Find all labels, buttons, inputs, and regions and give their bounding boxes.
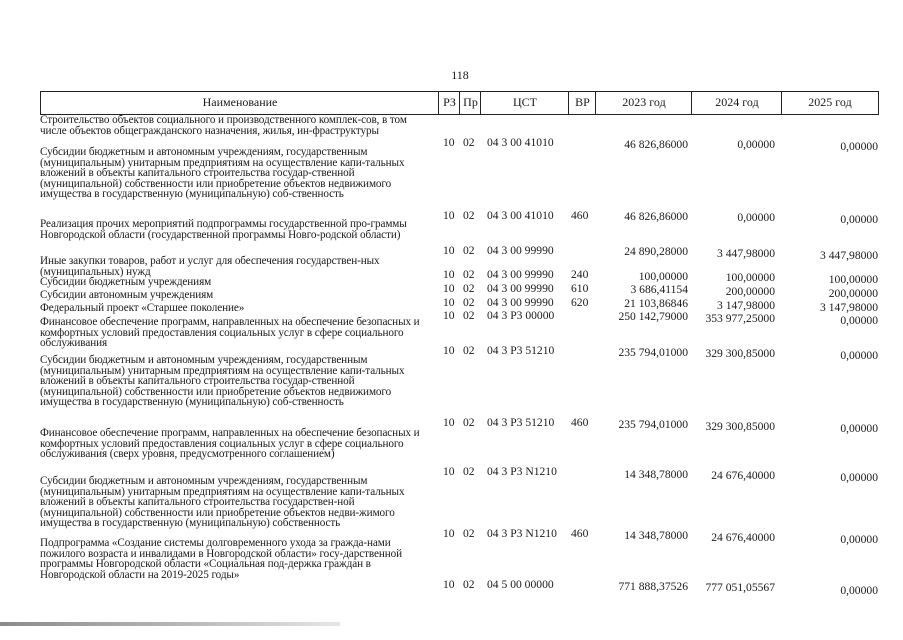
cell-pr: 02 [463, 136, 475, 149]
cell-2023: 21 103,86846 [624, 297, 688, 310]
cell-rz: 10 [443, 244, 455, 257]
row-description: Подпрограмма «Создание системы долговременного ухода за гражда-нами пожилого возраста и инвалидами в Новгородской области» госу-дарственной программы Новгородской области «Социальная под-держка граждан в Новгородской области на 2019-2025 годы» [40, 537, 403, 581]
cell-pr: 02 [463, 465, 475, 478]
cell-2024: 329 300,85000 [705, 347, 775, 360]
cell-2023: 14 348,78000 [624, 529, 688, 542]
cell-cst: 04 3 00 99990 [487, 282, 554, 295]
cell-2023: 3 686,41154 [630, 283, 688, 296]
row-description: Финансовое обеспечение программ, направленных на обеспечение безопасных и комфортных условий предоставления социальных услуг в сфере социального обслуживания (сверх уровня, предусмотренного соглашением) [40, 427, 420, 461]
header-name: Наименование [40, 92, 439, 114]
cell-2025: 0,00000 [840, 533, 878, 546]
header-2024: 2024 год [691, 92, 782, 114]
header-2025: 2025 год [781, 92, 879, 114]
cell-2023: 235 794,01000 [618, 418, 688, 431]
cell-2025: 100,00000 [828, 273, 878, 286]
cell-pr: 02 [463, 244, 475, 257]
cell-pr: 02 [463, 209, 475, 222]
cell-2024: 24 676,40000 [711, 469, 775, 482]
cell-2024: 329 300,85000 [705, 420, 775, 433]
cell-cst: 04 3 P3 51210 [487, 344, 555, 357]
cell-rz: 10 [443, 416, 455, 429]
cell-rz: 10 [443, 578, 455, 591]
row-description: Строительство объектов социального и производственного комплек-сов, в том числе объектов общегражданского назначения, жилья, ин-фраструктуры [40, 114, 407, 137]
cell-2023: 46 826,86000 [624, 138, 688, 151]
cell-cst: 04 3 00 99990 [487, 268, 554, 281]
row-description: Иные закупки товаров, работ и услуг для обеспечения государствен-ных (муниципальных) нужд [40, 255, 380, 278]
cell-2025: 0,00000 [840, 140, 878, 153]
cell-cst: 04 3 P3 N1210 [487, 527, 557, 540]
cell-cst: 04 3 00 41010 [487, 209, 554, 222]
row-description: Субсидии бюджетным и автономным учреждениям, государственным (муниципальным) унитарным предприятиям на осуществление капи-тальных вложений в объекты капитального строительства государ-ственной (муниципальной) собственности или приобретение объектов недвижимого имущества в государственную (муниципальную) соб-ственность [40, 146, 405, 201]
cell-2025: 0,00000 [840, 422, 878, 435]
cell-pr: 02 [463, 527, 475, 540]
cell-vr: 460 [571, 527, 589, 540]
cell-cst: 04 3 P3 N1210 [487, 465, 557, 478]
cell-2024: 0,00000 [737, 211, 775, 224]
row-description: Федеральный проект «Старшее поколение» [40, 302, 245, 314]
cell-2023: 100,00000 [638, 270, 688, 283]
cell-2024: 3 447,98000 [717, 247, 775, 260]
cell-2025: 200,00000 [828, 287, 878, 300]
cell-rz: 10 [443, 296, 455, 309]
cell-pr: 02 [463, 296, 475, 309]
cell-2023: 14 348,78000 [624, 468, 688, 481]
header-cst: ЦСТ [480, 92, 569, 114]
row-description: Субсидии автономным учреждениям [40, 289, 214, 301]
cell-pr: 02 [463, 344, 475, 357]
cell-2025: 3 147,98000 [820, 301, 878, 314]
cell-pr: 02 [463, 268, 475, 281]
row-description: Субсидии бюджетным и автономным учреждениям, государственным (муниципальным) унитарным предприятиям на осуществление капи-тальных вложений в объекты капитального строительства государствен-ной (муниципальной) собственности или приобретение объектов недви-жимого имущества в государственную (муниципальную) собственность [40, 475, 405, 530]
cell-vr: 240 [571, 268, 589, 281]
cell-2023: 250 142,79000 [618, 310, 688, 323]
cell-2023: 771 888,37526 [618, 580, 688, 593]
cell-rz: 10 [443, 344, 455, 357]
header-2023: 2023 год [595, 92, 692, 114]
cell-2025: 0,00000 [840, 314, 878, 327]
cell-rz: 10 [443, 136, 455, 149]
cell-cst: 04 3 P3 00000 [487, 309, 555, 322]
header-pr: Пр [459, 92, 481, 114]
cell-rz: 10 [443, 465, 455, 478]
header-rz: РЗ [438, 92, 460, 114]
cell-rz: 10 [443, 268, 455, 281]
cell-vr: 610 [571, 282, 589, 295]
cell-2025: 0,00000 [840, 584, 878, 597]
cell-2024: 24 676,40000 [711, 531, 775, 544]
row-description: Субсидии бюджетным учреждениям [40, 276, 212, 288]
cell-rz: 10 [443, 282, 455, 295]
cell-pr: 02 [463, 282, 475, 295]
cell-cst: 04 3 00 99990 [487, 244, 554, 257]
cell-rz: 10 [443, 209, 455, 222]
cell-cst: 04 3 P3 51210 [487, 416, 555, 429]
cell-rz: 10 [443, 309, 455, 322]
cell-2024: 200,00000 [725, 285, 775, 298]
row-description: Финансовое обеспечение программ, направленных на обеспечение безопасных и комфортных условий предоставления социальных услуг в сфере социального обслуживания [40, 316, 420, 350]
cell-2025: 3 447,98000 [820, 249, 878, 262]
cell-2025: 0,00000 [840, 213, 878, 226]
cell-2024: 3 147,98000 [717, 299, 775, 312]
cell-2024: 100,00000 [725, 271, 775, 284]
cell-pr: 02 [463, 416, 475, 429]
cell-rz: 10 [443, 527, 455, 540]
table-header [40, 91, 879, 115]
cell-2024: 777 051,05567 [705, 581, 775, 594]
cell-2024: 0,00000 [737, 138, 775, 151]
cell-cst: 04 3 00 41010 [487, 136, 554, 149]
cell-2024: 353 977,25000 [705, 312, 775, 325]
page-number: 118 [451, 68, 469, 82]
cell-2023: 46 826,86000 [624, 210, 688, 223]
cell-cst: 04 3 00 99990 [487, 296, 554, 309]
cell-2023: 235 794,01000 [618, 346, 688, 359]
cell-cst: 04 5 00 00000 [487, 578, 554, 591]
scan-edge-line [0, 622, 340, 626]
row-description: Реализация прочих мероприятий подпрограммы государственной про-граммы Новгородской области (государственной программы Новго-родской области) [40, 218, 407, 241]
row-description: Субсидии бюджетным и автономным учреждениям, государственным (муниципальным) унитарным предприятиям на осуществление капи-тальных вложений в объекты капитального строительства государ-ственной (муниципальной) собственности или приобретение объектов недвижимого имущества в государственную (муниципальную) соб-ственность [40, 354, 405, 409]
cell-vr: 620 [571, 296, 589, 309]
cell-pr: 02 [463, 578, 475, 591]
header-vr: ВР [568, 92, 596, 114]
cell-2025: 0,00000 [840, 471, 878, 484]
cell-vr: 460 [571, 209, 589, 222]
cell-2025: 0,00000 [840, 349, 878, 362]
cell-vr: 460 [571, 416, 589, 429]
cell-2023: 24 890,28000 [624, 245, 688, 258]
cell-pr: 02 [463, 309, 475, 322]
